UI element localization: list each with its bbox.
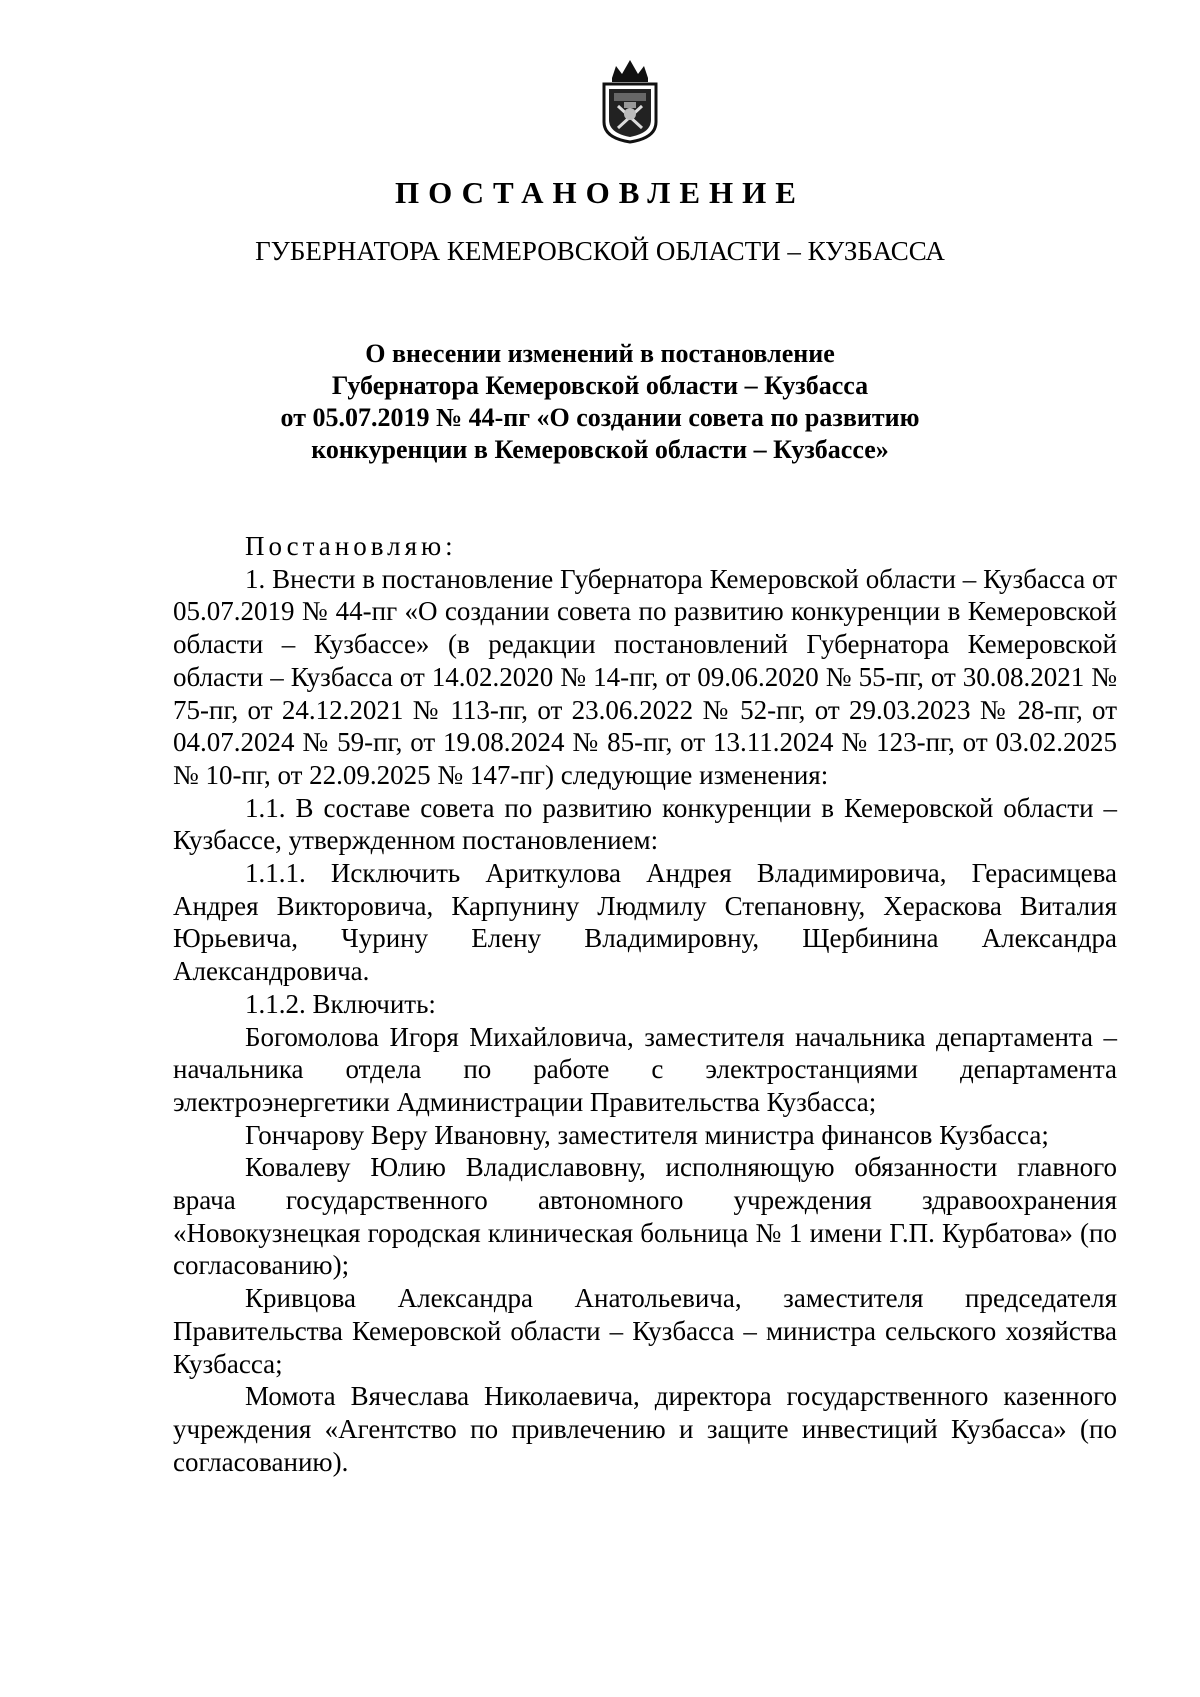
clause-1: 1. Внести в постановление Губернатора Кемеровской области – Кузбасса от 05.07.2019 № 44-пг «О создании совета по развитию конкуренции в Кемеровской области – Кузбассе» (в редакции постановлений Губернатора Кемеровской области – Кузбасса от 14.02.2020 № 14-пг, от 09.06.2020 № 55-пг, от 30.08.2021 № 75-пг, от 24.12.2021 № 113-пг, от 23.06.2022 № 52-пг, от 29.03.2023 № 28-пг, от 04.07.2024 № 59-пг, от 19.08.2024 № 85-пг, от 13.11.2024 № 123-пг, от 03.02.2025 № 10-пг, от 22.09.2025 № 147-пг) следующие изменения: — [173, 563, 1117, 790]
clause-1-1-1: 1.1.1. Исключить Ариткулова Андрея Владимировича, Герасимцева Андрея Викторовича, Карпунину Людмилу Степановну, Хераскова Виталия Юрьевича, Чурину Елену Владимировну, Щербинина Александра Александровича. — [173, 858, 1117, 987]
member-entry: Кривцова Александра Анатольевича, заместителя председателя Правительства Кемеровской области – Кузбасса – министра сельского хозяйства Кузбасса; — [173, 1283, 1117, 1379]
title-line: О внесении изменений в постановление — [365, 339, 835, 368]
clause-1-1-2: 1.1.2. Включить: — [245, 988, 436, 1019]
title-line: конкуренции в Кемеровской области – Кузбассе» — [311, 435, 889, 464]
document-kind-heading: ПОСТАНОВЛЕНИЕ — [395, 175, 805, 210]
member-entry: Момота Вячеслава Николаевича, директора государственного казенного учреждения «Агентство по привлечению и защите инвестиций Кузбасса» (по согласованию). — [173, 1381, 1117, 1477]
issuer-line: ГУБЕРНАТОРА КЕМЕРОВСКОЙ ОБЛАСТИ – КУЗБАССА — [255, 236, 945, 266]
member-entry: Ковалеву Юлию Владиславовну, исполняющую обязанности главного врача государственного автономного учреждения здравоохранения «Новокузнецкая городская клиническая больница № 1 имени Г.П. Курбатова» (по согласованию); — [173, 1152, 1117, 1281]
document-title — [200, 338, 1000, 466]
title-line: от 05.07.2019 № 44-пг «О создании совета по развитию — [280, 403, 920, 432]
resolution-lead: Постановляю: — [245, 531, 457, 561]
member-entry: Богомолова Игоря Михайловича, заместителя начальника департамента – начальника отдела по работе с электростанциями департамента электроэнергетики Администрации Правительства Кузбасса; — [173, 1021, 1117, 1117]
clause-1-1: 1.1. В составе совета по развитию конкуренции в Кемеровской области – Кузбассе, утвержденном постановлением: — [173, 792, 1117, 856]
document-body — [173, 530, 1117, 1478]
member-entry: Гончарову Веру Ивановну, заместителя министра финансов Кузбасса; — [245, 1119, 1049, 1150]
coat-of-arms-icon — [598, 56, 662, 144]
title-line: Губернатора Кемеровской области – Кузбасса — [331, 371, 869, 400]
